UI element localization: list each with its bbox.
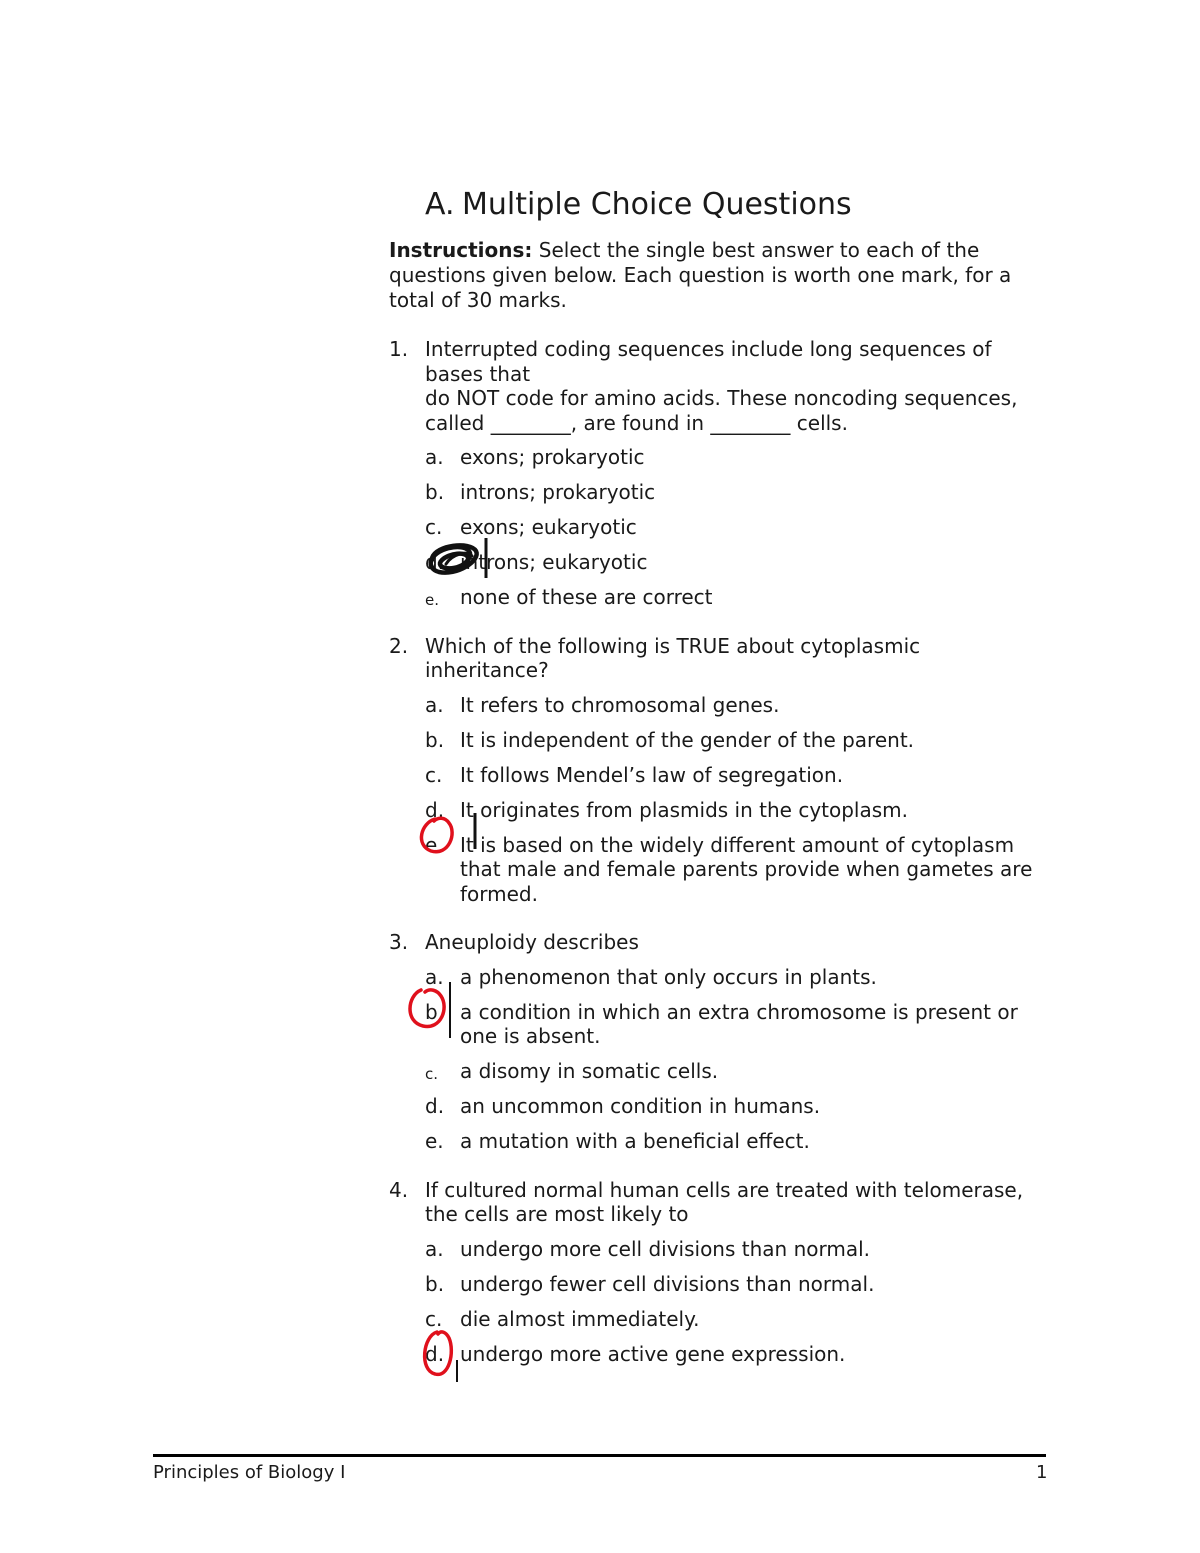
option-text: It originates from plasmids in the cytoplasm. bbox=[460, 797, 909, 822]
answer-option-a[interactable] bbox=[425, 1237, 1049, 1262]
instructions bbox=[389, 238, 1049, 313]
instructions-text: Select the single best answer to each of the questions given below. Each question is worth one mark, for a total of 30 marks. bbox=[389, 238, 1012, 312]
option-letter: b. bbox=[425, 727, 445, 752]
option-text: a phenomenon that only occurs in plants. bbox=[460, 964, 877, 989]
answer-option-d[interactable] bbox=[425, 798, 1049, 823]
option-letter: c. bbox=[425, 515, 443, 539]
option-text: undergo more active gene expression. bbox=[460, 1341, 846, 1366]
option-text: undergo fewer cell divisions than normal. bbox=[460, 1271, 875, 1296]
option-text: a disomy in somatic cells. bbox=[460, 1059, 719, 1083]
option-letter: d. bbox=[425, 1341, 445, 1366]
option-text: It is based on the widely different amount of cytoplasm that male and female parents provide when gametes are formed. bbox=[460, 832, 1033, 906]
option-letter: e. bbox=[425, 591, 439, 609]
answer-options bbox=[425, 1237, 1049, 1367]
option-text: It follows Mendel’s law of segregation. bbox=[460, 762, 844, 787]
option-text: introns; prokaryotic bbox=[460, 480, 656, 504]
answer-options bbox=[425, 445, 1049, 610]
footer-page-number: 1 bbox=[1036, 1462, 1048, 1483]
answer-option-b[interactable] bbox=[425, 728, 1049, 753]
option-letter: a. bbox=[425, 445, 444, 469]
answer-option-d[interactable] bbox=[425, 1094, 1049, 1119]
question-number: 1. bbox=[389, 337, 409, 361]
question-number: 3. bbox=[389, 930, 409, 954]
answer-option-d[interactable] bbox=[425, 1342, 1049, 1367]
question-3 bbox=[389, 930, 1049, 1154]
option-letter: b. bbox=[425, 999, 445, 1024]
option-letter: c. bbox=[425, 1065, 439, 1083]
answer-option-c[interactable] bbox=[425, 1307, 1049, 1332]
option-letter: a. bbox=[425, 692, 444, 717]
option-letter: c. bbox=[425, 1306, 443, 1331]
question-4 bbox=[389, 1178, 1049, 1367]
question-2 bbox=[389, 634, 1049, 907]
option-text: It refers to chromosomal genes. bbox=[460, 692, 780, 717]
option-letter: b. bbox=[425, 480, 445, 504]
answer-option-c[interactable] bbox=[425, 763, 1049, 788]
option-text: exons; eukaryotic bbox=[460, 515, 637, 539]
selected-answer-circle-icon bbox=[397, 978, 477, 1042]
option-text: die almost immediately. bbox=[460, 1306, 700, 1331]
answer-option-a[interactable] bbox=[425, 445, 1049, 470]
option-text: exons; prokaryotic bbox=[460, 445, 645, 469]
answer-option-a[interactable] bbox=[425, 693, 1049, 718]
answer-option-c[interactable] bbox=[425, 515, 1049, 540]
option-text: a condition in which an extra chromosome is present or one is absent. bbox=[460, 999, 1018, 1048]
selected-answer-circle-icon bbox=[405, 811, 485, 859]
answer-option-c[interactable] bbox=[425, 1059, 1049, 1084]
footer-divider bbox=[153, 1454, 1046, 1457]
option-letter: d. bbox=[425, 1094, 445, 1118]
answer-option-d[interactable] bbox=[425, 550, 1049, 575]
question-1 bbox=[389, 337, 1049, 610]
answer-options bbox=[425, 965, 1049, 1154]
answer-option-e[interactable] bbox=[425, 833, 1049, 907]
option-text: undergo more cell divisions than normal. bbox=[460, 1236, 870, 1261]
instructions-lead: Instructions: bbox=[389, 238, 533, 262]
question-stem-line: If cultured normal human cells are treated with telomerase, the cells are most likely to bbox=[425, 1177, 1024, 1226]
section-title: Multiple Choice Questions bbox=[462, 187, 852, 222]
option-text: none of these are correct bbox=[460, 585, 713, 609]
section-letter: A. bbox=[425, 187, 455, 222]
option-letter: d. bbox=[425, 550, 445, 574]
option-text: introns; eukaryotic bbox=[460, 550, 648, 574]
option-letter: a. bbox=[425, 964, 444, 989]
question-number: 2. bbox=[389, 633, 409, 658]
question-number: 4. bbox=[389, 1177, 409, 1202]
answer-option-e[interactable] bbox=[425, 585, 1049, 610]
question-stem-line: called ________, are found in ________ cells. bbox=[425, 410, 848, 435]
answer-options bbox=[425, 693, 1049, 907]
footer-course-title: Principles of Biology I bbox=[153, 1462, 346, 1483]
option-letter: d. bbox=[425, 797, 445, 822]
page-content bbox=[389, 182, 1049, 1377]
selected-answer-circle-icon bbox=[411, 1324, 471, 1388]
option-letter: b. bbox=[425, 1271, 445, 1296]
answer-option-e[interactable] bbox=[425, 1129, 1049, 1154]
answer-option-a[interactable] bbox=[425, 965, 1049, 990]
section-heading bbox=[425, 182, 1049, 228]
option-text: a mutation with a beneficial effect. bbox=[460, 1129, 810, 1153]
answer-option-b[interactable] bbox=[425, 1272, 1049, 1297]
question-stem-line: Aneuploidy describes bbox=[425, 930, 639, 954]
question-stem-line: Interrupted coding sequences include long sequences of bases that bbox=[425, 337, 992, 386]
selected-answer-scribble-icon bbox=[422, 536, 492, 584]
question-stem-line: Which of the following is TRUE about cytoplasmic inheritance? bbox=[425, 633, 921, 682]
option-letter: c. bbox=[425, 762, 443, 787]
option-letter: a. bbox=[425, 1236, 444, 1261]
option-text: an uncommon condition in humans. bbox=[460, 1094, 821, 1118]
option-text: It is independent of the gender of the parent. bbox=[460, 727, 915, 752]
answer-option-b[interactable] bbox=[425, 480, 1049, 505]
option-letter: e. bbox=[425, 832, 444, 857]
answer-option-b[interactable] bbox=[425, 1000, 1049, 1049]
option-letter: e. bbox=[425, 1129, 444, 1153]
question-stem-line: do NOT code for amino acids. These noncoding sequences, bbox=[425, 386, 1018, 410]
